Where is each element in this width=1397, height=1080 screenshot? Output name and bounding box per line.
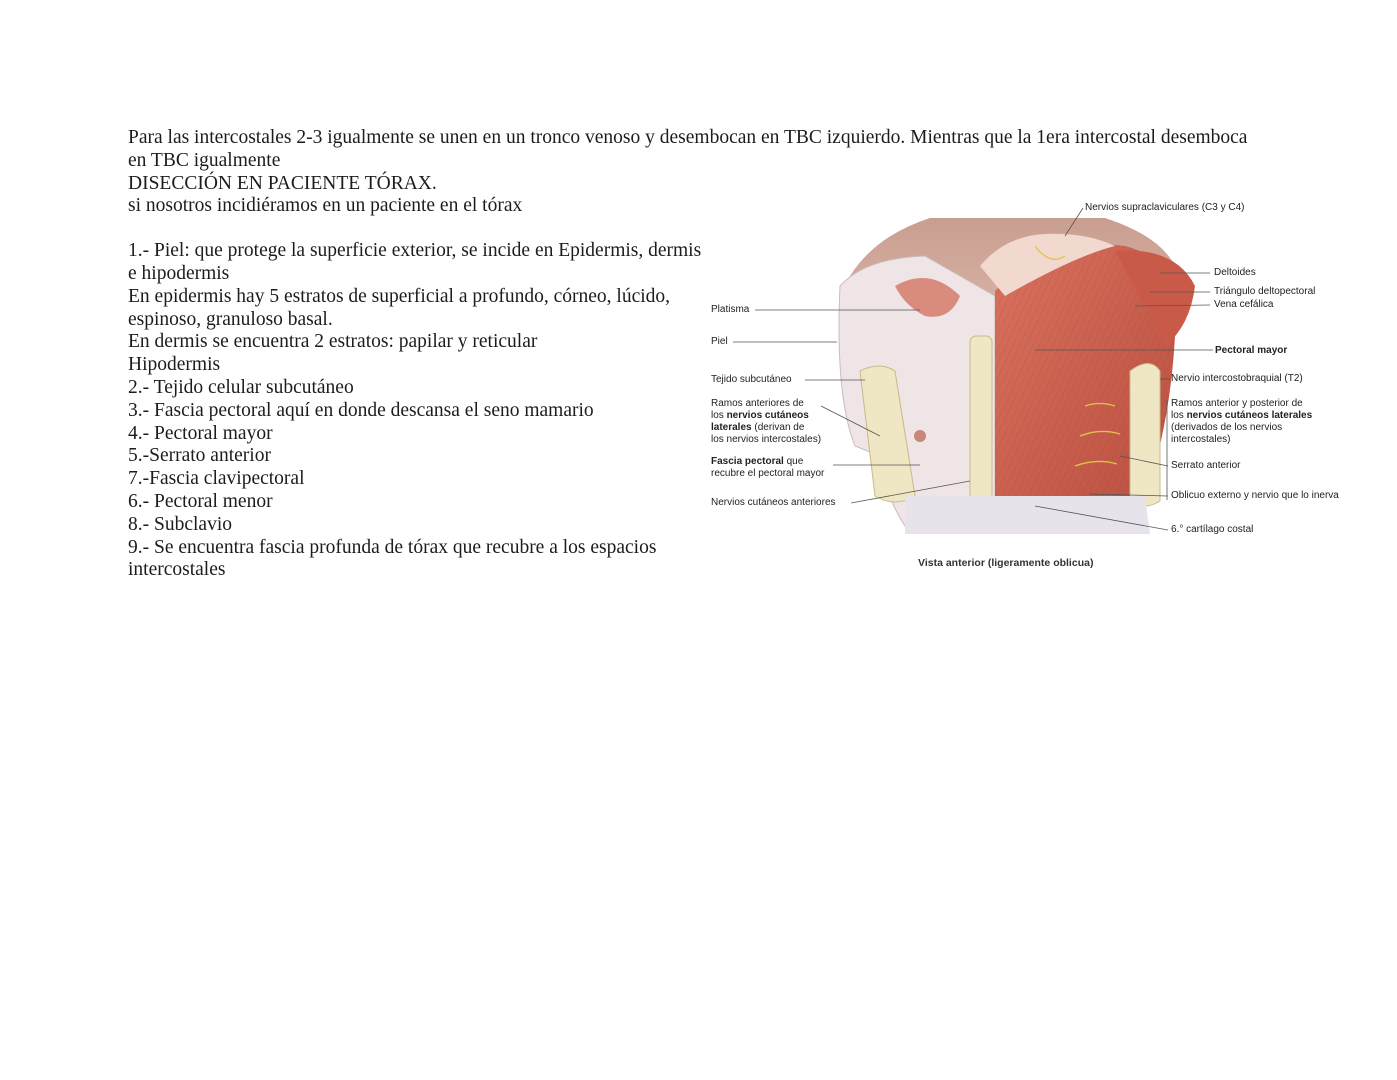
list-item: 1.- Piel: que protege la superficie exterior, se incide en Epidermis, dermis e hipodermis — [128, 240, 702, 284]
nipple — [914, 430, 926, 442]
list-item: 6.- Pectoral menor — [128, 490, 273, 512]
intro-paragraph: Para las intercostales 2-3 igualmente se unen en un tronco venoso y desembocan en TBC izquierdo. Mientras que la 1era intercostal desemboca en TBC igualmente — [128, 127, 1248, 171]
label-nervios-supraclaviculares: Nervios supraclaviculares (C3 y C4) — [1085, 202, 1245, 213]
dissection-list — [128, 240, 703, 582]
list-item: 8.- Subclavio — [128, 513, 232, 535]
label-triangulo-deltopectoral: Triángulo deltopectoral — [1214, 286, 1316, 297]
label-fascia-pectoral: Fascia pectoral que recubre el pectoral mayor — [711, 456, 825, 479]
section-subline: si nosotros incidiéramos en un paciente en el tórax — [128, 195, 523, 217]
list-item: Hipodermis — [128, 354, 221, 376]
list-item: 3.- Fascia pectoral aquí en donde descansa el seno mamario — [128, 399, 594, 421]
list-item: En epidermis hay 5 estratos de superficial a profundo, córneo, lúcido, espinoso, granuloso basal. — [128, 285, 671, 330]
list-item: 2.- Tejido celular subcutáneo — [128, 376, 354, 398]
label-deltoides: Deltoides — [1214, 267, 1256, 278]
label-nervios-cutaneos-anteriores: Nervios cutáneos anteriores — [711, 497, 836, 508]
label-oblicuo-externo: Oblicuo externo y nervio que lo inerva — [1171, 490, 1339, 501]
anatomy-figure — [705, 196, 1365, 576]
figure-caption: Vista anterior (ligeramente oblicua) — [918, 557, 1094, 569]
list-item: 4.- Pectoral mayor — [128, 422, 273, 444]
thorax-illustration — [705, 196, 1365, 576]
list-item: 9.- Se encuentra fascia profunda de tórax que recubre a los espacios intercostales — [128, 536, 657, 581]
label-piel: Piel — [711, 336, 728, 347]
lower-fascia — [905, 496, 1150, 534]
list-item: 5.-Serrato anterior — [128, 445, 271, 467]
list-item: 7.-Fascia clavipectoral — [128, 468, 305, 490]
label-cartilago-costal: 6.° cartílago costal — [1171, 524, 1254, 535]
label-platisma: Platisma — [711, 304, 750, 315]
label-pectoral-mayor: Pectoral mayor — [1215, 345, 1288, 356]
sternum-fascia — [970, 336, 992, 516]
label-ramos-anteriores: Ramos anteriores de los nervios cutáneos laterales (derivan de los nervios intercostales) — [711, 398, 822, 445]
section-heading: DISECCIÓN EN PACIENTE TÓRAX. — [128, 172, 437, 194]
list-item: En dermis se encuentra 2 estratos: papilar y reticular — [128, 331, 538, 353]
label-nervio-intercostobraquial: Nervio intercostobraquial (T2) — [1171, 373, 1303, 384]
label-tejido-subcutaneo: Tejido subcutáneo — [711, 374, 792, 385]
label-serrato-anterior: Serrato anterior — [1171, 460, 1241, 471]
label-ramos-anterior-posterior: Ramos anterior y posterior de los nervios cutáneos laterales (derivados de los nervios intercostales) — [1171, 398, 1313, 445]
lateral-fascia-right — [1130, 364, 1160, 507]
label-vena-cefalica: Vena cefálica — [1214, 299, 1274, 310]
